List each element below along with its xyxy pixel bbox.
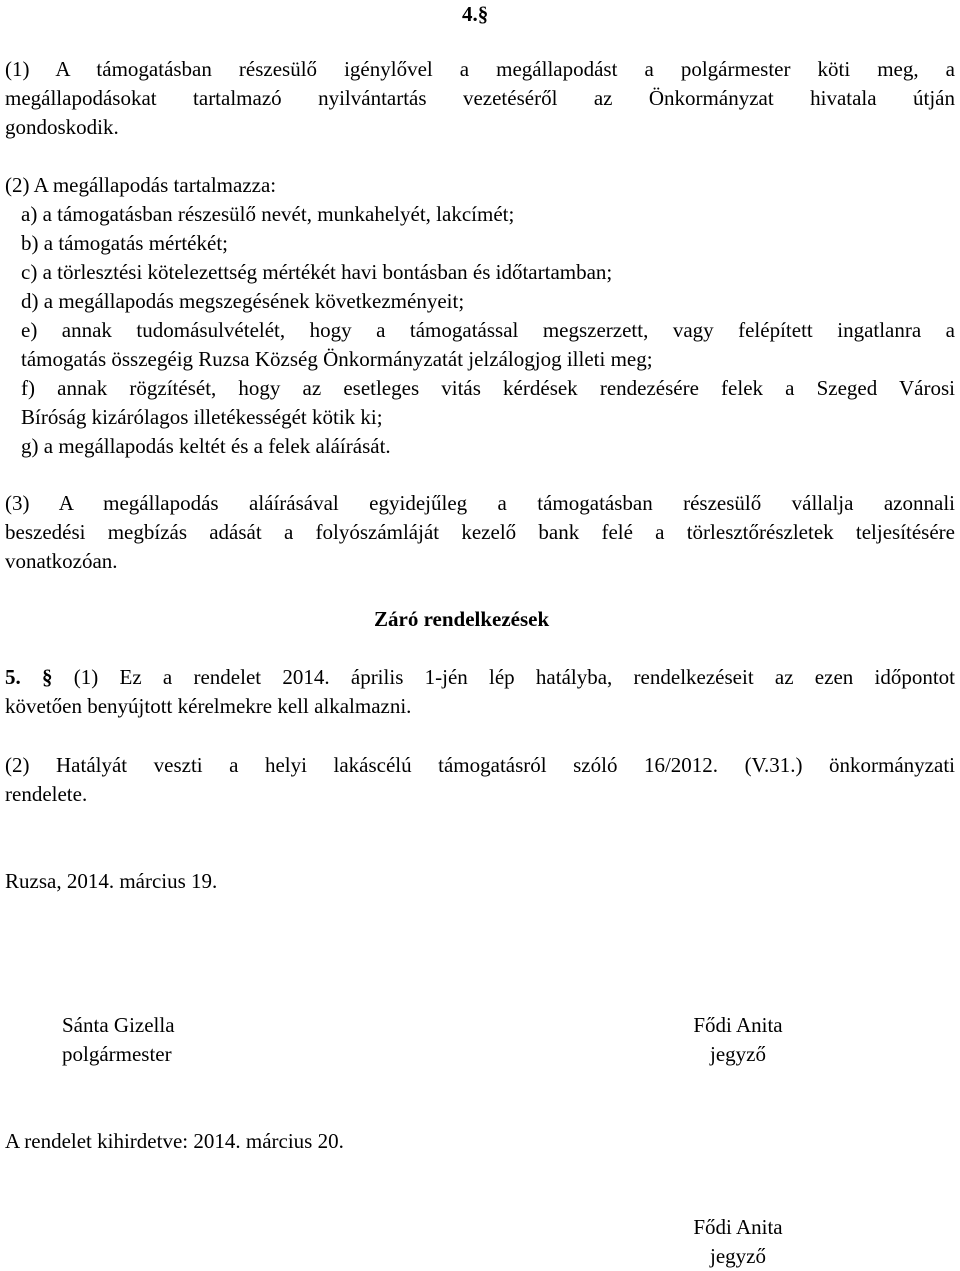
list-item-e-line-1: e) annak tudomásulvételét, hogy a támogatással megszerzett, vagy felépített ingatlanra a	[21, 318, 955, 342]
paragraph-1	[5, 55, 955, 142]
paragraph-3-line-1: (3) A megállapodás aláírásával egyidejűleg a támogatásban részesülő vállalja azonnali	[5, 491, 955, 515]
signature-left-name: Sánta Gizella	[62, 1013, 175, 1037]
section-5-line-2: követően benyújtott kérelmekre kell alkalmazni.	[5, 694, 412, 718]
section-5-paragraph-1	[5, 663, 955, 721]
paragraph-1-line-1: (1) A támogatásban részesülő igénylővel a megállapodást a polgármester köti meg, a	[5, 57, 955, 81]
closing-heading: Záró rendelkezések	[374, 607, 550, 631]
list-item-f-line-1: f) annak rögzítését, hogy az esetleges vitás kérdések rendezésére felek a Szeged Városi	[21, 376, 955, 400]
section-5-paragraph-2	[5, 751, 955, 809]
section-5-line-1	[5, 663, 955, 692]
section-heading: 4.§	[462, 2, 489, 26]
section-5-line-1-text: (1) Ez a rendelet 2014. április 1-jén lép hatályba, rendelkezéseit az ezen időpontot	[73, 665, 956, 689]
section-5-p2-line-1: (2) Hatályát veszti a helyi lakáscélú támogatásról szóló 16/2012. (V.31.) önkormányzati	[5, 753, 955, 777]
signature-left-title: polgármester	[62, 1042, 172, 1066]
paragraph-3-line-3: vonatkozóan.	[5, 549, 118, 573]
promulgation-text: A rendelet kihirdetve: 2014. március 20.	[5, 1129, 344, 1153]
list-item-g: g) a megállapodás keltét és a felek aláírását.	[21, 434, 391, 458]
paragraph-2	[5, 171, 955, 461]
paragraph-3	[5, 489, 955, 576]
paragraph-1-line-2: megállapodásokat tartalmazó nyilvántartás vezetéséről az Önkormányzat hivatala útján	[5, 86, 955, 110]
section-5-p2-line-2: rendelete.	[5, 782, 88, 806]
paragraph-2-intro: (2) A megállapodás tartalmazza:	[5, 173, 277, 197]
list-item-c: c) a törlesztési kötelezettség mértékét havi bontásban és időtartamban;	[21, 260, 613, 284]
section-5-number: 5.	[5, 665, 21, 689]
paragraph-1-line-3: gondoskodik.	[5, 115, 119, 139]
list-item-f-line-2: Bíróság kizárólagos illetékességét kötik ki;	[21, 405, 383, 429]
list-item-b: b) a támogatás mértékét;	[21, 231, 228, 255]
signature-right-name: Fődi Anita	[693, 1013, 783, 1037]
list-item-e-line-2: támogatás összegéig Ruzsa Község Önkormányzatát jelzálogjog illeti meg;	[21, 347, 653, 371]
final-signature-title: jegyző	[710, 1244, 766, 1268]
final-signature-name: Fődi Anita	[693, 1215, 783, 1239]
section-5-sign: §	[42, 665, 53, 689]
list-item-d: d) a megállapodás megszegésének következményeit;	[21, 289, 465, 313]
place-date: Ruzsa, 2014. március 19.	[5, 869, 218, 893]
list-item-a: a) a támogatásban részesülő nevét, munkahelyét, lakcímét;	[21, 202, 515, 226]
signature-right-title: jegyző	[710, 1042, 766, 1066]
paragraph-3-line-2: beszedési megbízás adását a folyószámláját kezelő bank felé a törlesztőrészletek teljesítésére	[5, 520, 955, 544]
